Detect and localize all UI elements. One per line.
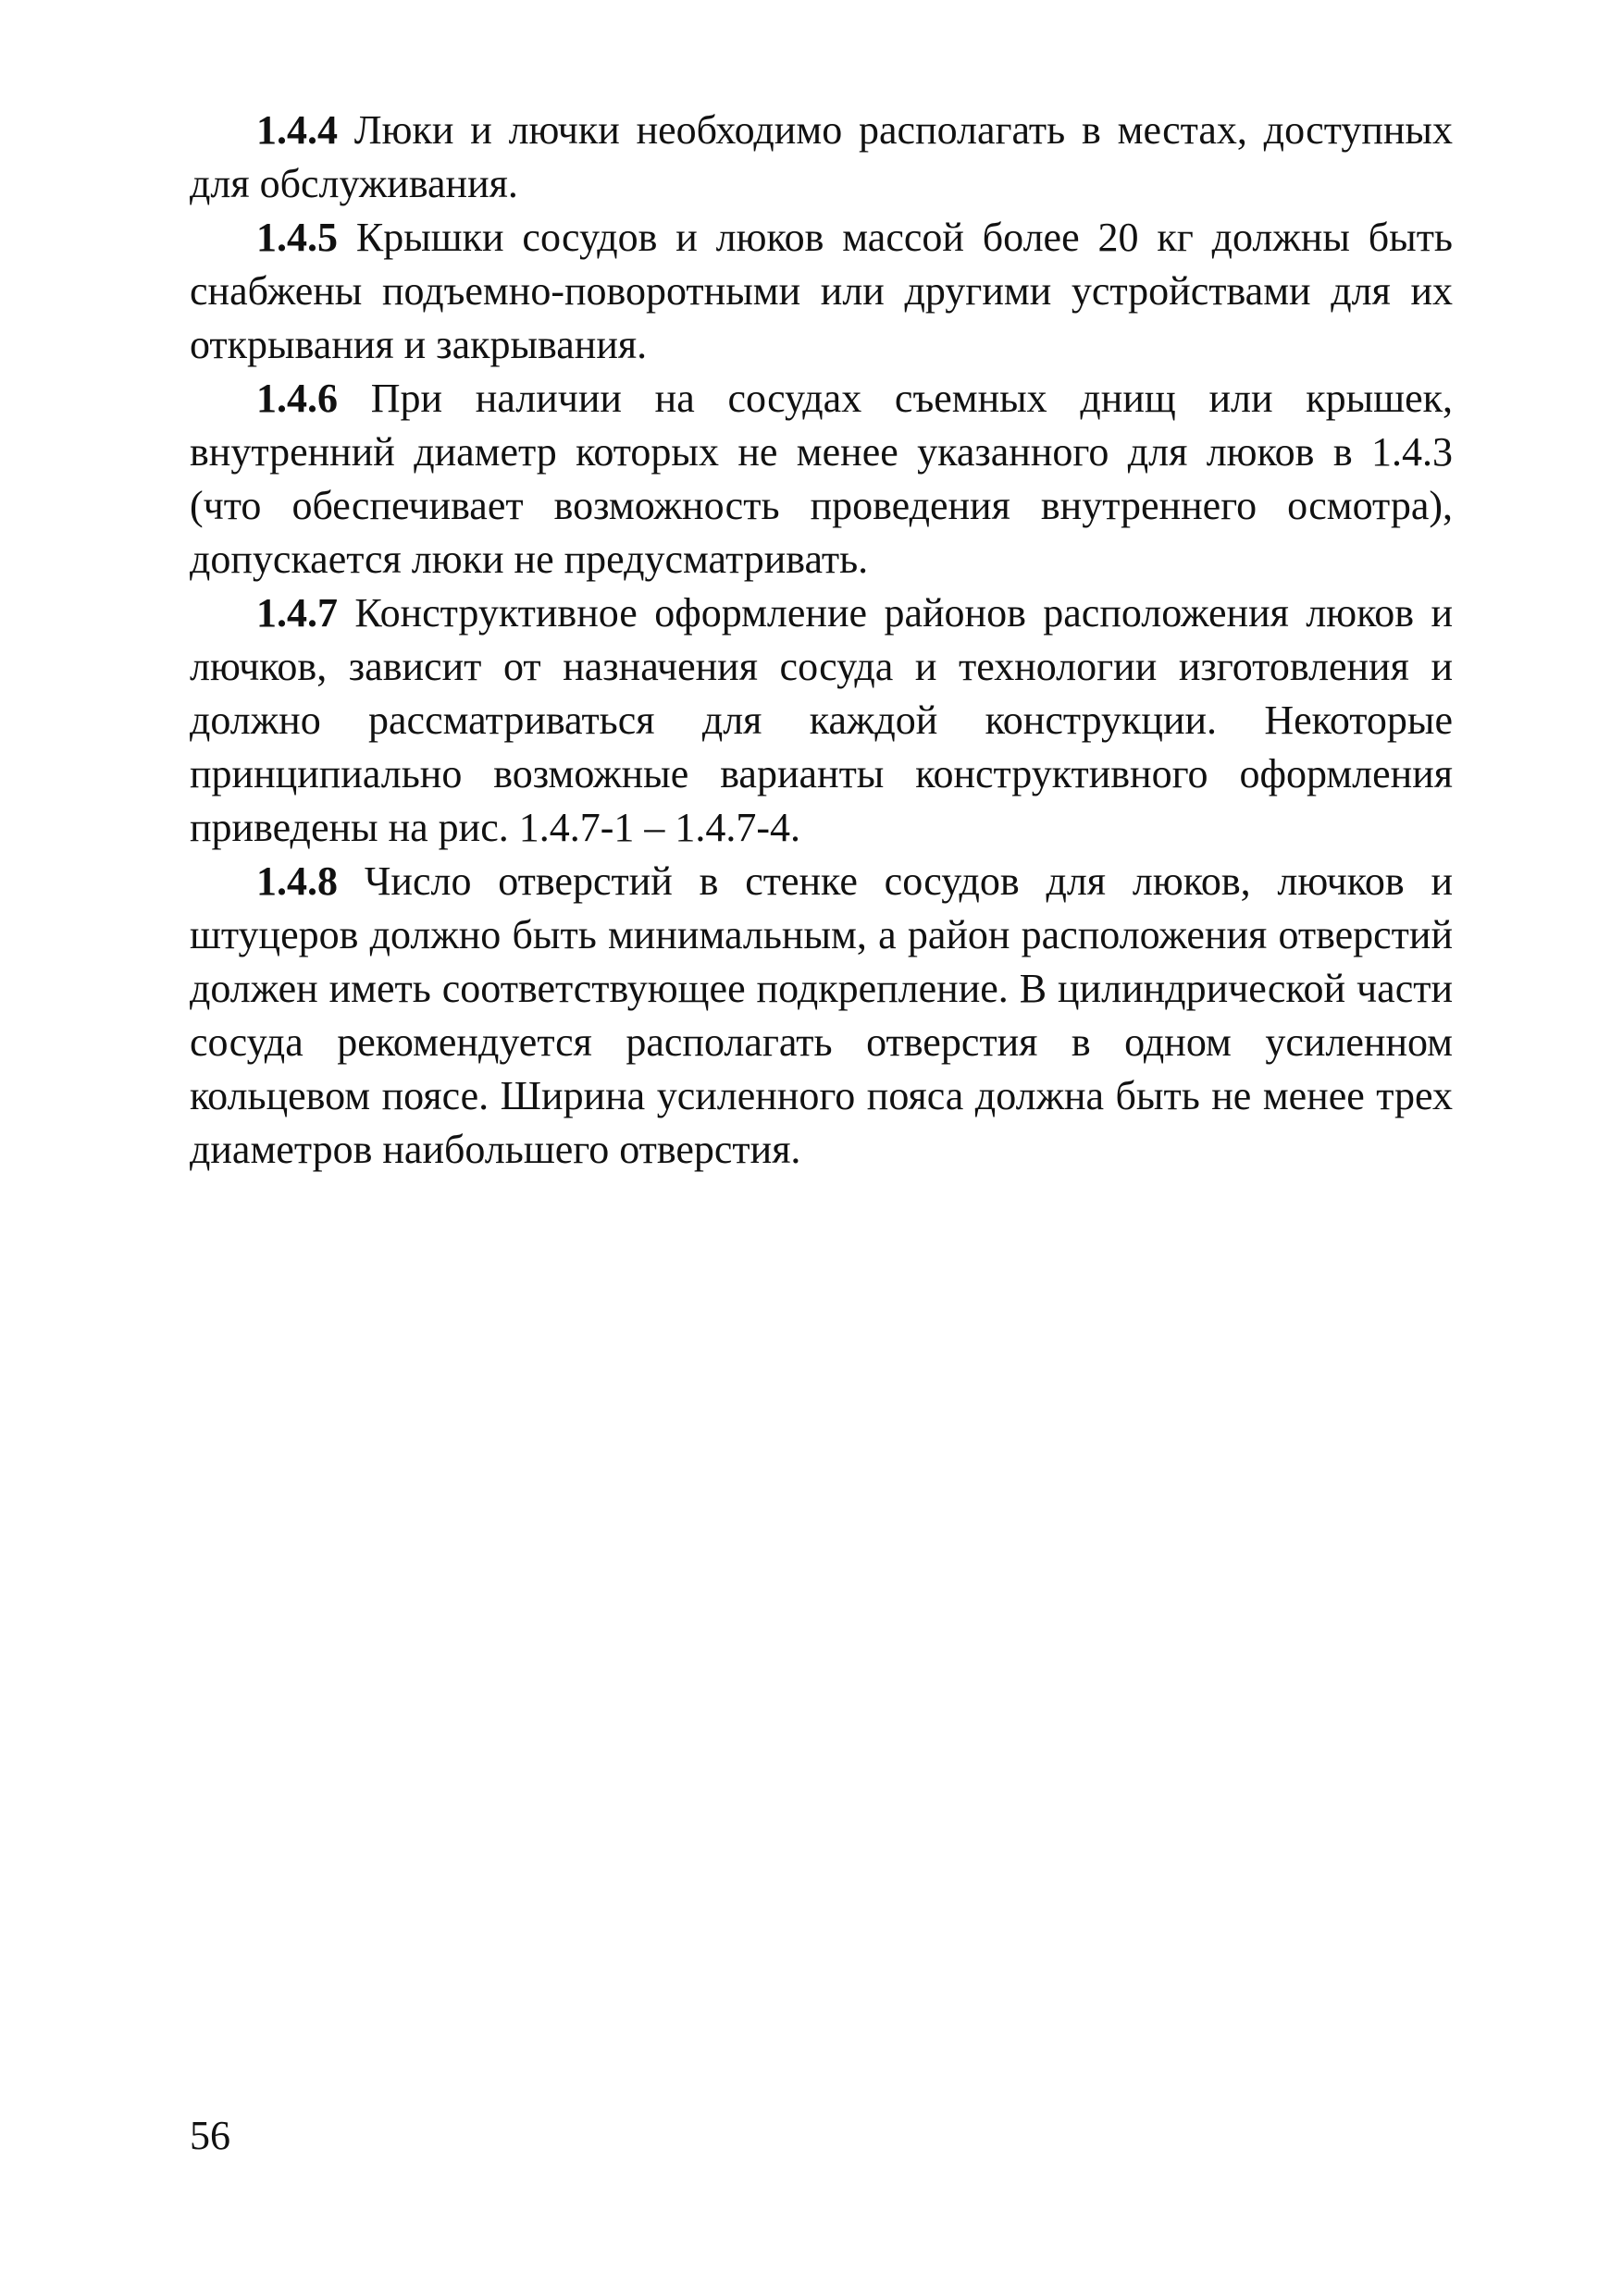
paragraph-text: Крышки сосудов и люков массой более 20 кг должны быть снабжены подъемно-поворотными или другими устройствами для их открывания и закрывания. [190,215,1453,367]
paragraph-1-4-7 [190,586,1453,855]
paragraph-number: 1.4.7 [256,590,338,636]
paragraph-number: 1.4.6 [256,376,338,421]
paragraph-text: Конструктивное оформление районов расположения люков и лючков, зависит от назначения сосуда и технологии изготовления и должно рассматриваться для каждой конструкции. Некоторые принципиально возможные варианты конструктивного оформления приведены на рис. 1.4.7-1 – 1.4.7-4. [190,590,1453,850]
paragraph-text: При наличии на сосудах съемных днищ или крышек, внутренний диаметр которых не менее указанного для люков в 1.4.3 (что обеспечивает возможность проведения внутреннего осмотра), допускается люки не предусматривать. [190,376,1453,582]
page-number: 56 [190,2113,230,2158]
paragraph-number: 1.4.8 [256,858,338,904]
paragraph-text: Люки и лючки необходимо располагать в местах, доступных для обслуживания. [190,107,1453,206]
paragraph-number: 1.4.4 [256,107,338,153]
paragraph-1-4-4 [190,104,1453,211]
paragraph-number: 1.4.5 [256,215,338,260]
paragraph-text: Число отверстий в стенке сосудов для люков, лючков и штуцеров должно быть минимальным, а район расположения отверстий должен иметь соответствующее подкрепление. В цилиндрической части сосуда рекомендуется располагать отверстия в одном усиленном кольцевом поясе. Ширина усиленного пояса должна быть не менее трех диаметров наибольшего отверстия. [190,858,1453,1172]
document-body [190,104,1453,1177]
paragraph-1-4-6 [190,372,1453,586]
paragraph-1-4-5 [190,211,1453,372]
paragraph-1-4-8 [190,855,1453,1177]
